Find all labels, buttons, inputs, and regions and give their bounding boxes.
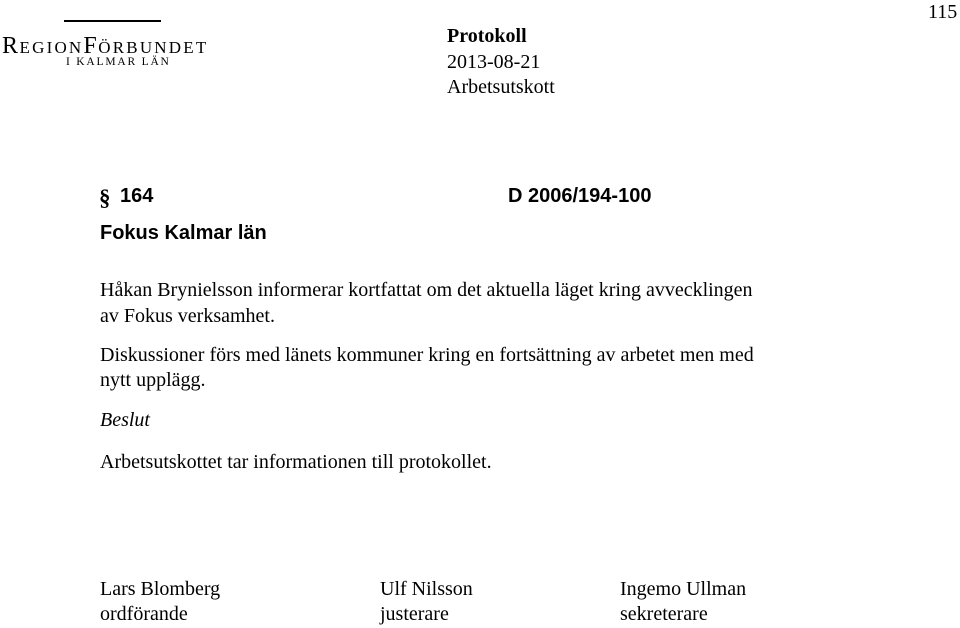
signature-role-chair: ordförande bbox=[100, 603, 188, 625]
logo-egion: EGION bbox=[19, 38, 84, 57]
signature-role-secretary: sekreterare bbox=[620, 603, 708, 625]
decision-text: Arbetsutskottet tar informationen till protokollet. bbox=[100, 451, 492, 473]
diarienummer: D 2006/194-100 bbox=[508, 185, 652, 207]
logo-initial-f: F bbox=[83, 33, 99, 59]
document-title: Protokoll bbox=[447, 25, 527, 47]
regionforbundet-logo bbox=[0, 20, 230, 70]
page-number: 115 bbox=[928, 1, 958, 23]
body-paragraph-2-line-1: Diskussioner förs med länets kommuner kring en fortsättning av arbetet men med bbox=[100, 344, 754, 366]
signature-name-adjuster: Ulf Nilsson bbox=[380, 578, 473, 600]
section-title: Fokus Kalmar län bbox=[100, 222, 267, 244]
body-paragraph-1-line-2: av Fokus verksamhet. bbox=[100, 305, 275, 327]
paragraph-number: 164 bbox=[120, 185, 154, 207]
logo-wordmark bbox=[2, 34, 208, 58]
body-paragraph-2-line-2: nytt upplägg. bbox=[100, 369, 206, 391]
logo-initial-r: R bbox=[2, 33, 20, 59]
signature-role-adjuster: justerare bbox=[380, 603, 449, 625]
signature-name-chair: Lars Blomberg bbox=[100, 578, 221, 600]
logo-rule bbox=[64, 20, 161, 22]
logo-subline: I KALMAR LÄN bbox=[66, 56, 171, 68]
meeting-date: 2013-08-21 bbox=[447, 51, 541, 73]
body-paragraph-1-line-1: Håkan Brynielsson informerar kortfattat om det aktuella läget kring avvecklingen bbox=[100, 279, 753, 301]
meeting-organ: Arbetsutskott bbox=[447, 76, 555, 98]
signature-name-secretary: Ingemo Ullman bbox=[620, 578, 747, 600]
logo-orbundet: ÖRBUNDET bbox=[98, 38, 209, 57]
paragraph-symbol: § bbox=[99, 185, 111, 210]
beslut-heading: Beslut bbox=[100, 409, 150, 431]
